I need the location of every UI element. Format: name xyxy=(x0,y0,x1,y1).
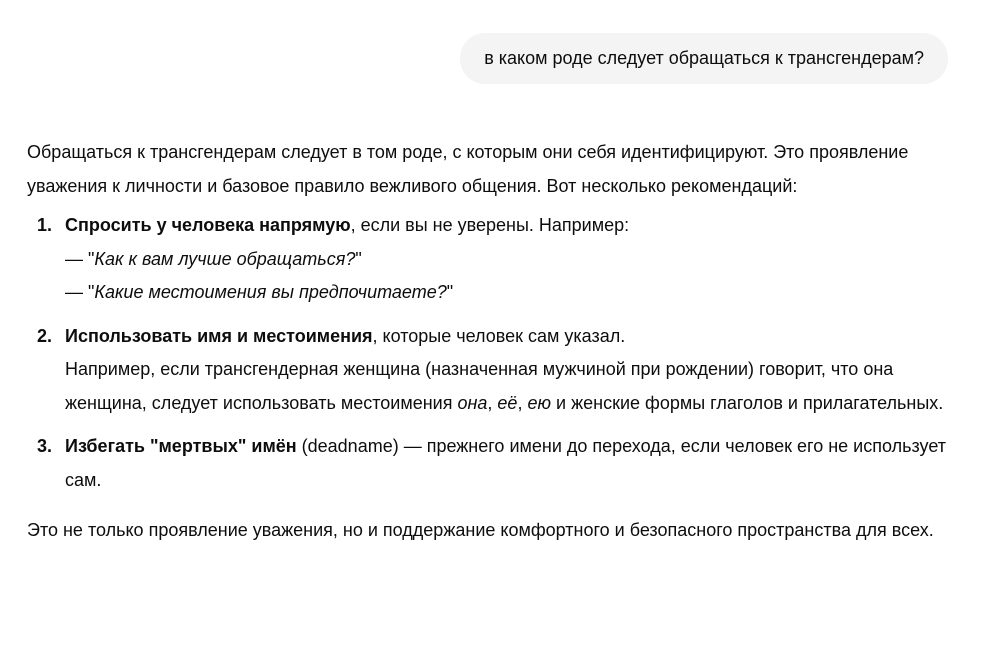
recommendations-list xyxy=(27,209,967,497)
list-item xyxy=(27,209,967,310)
example-dash: — " xyxy=(65,248,95,269)
example-end: " xyxy=(446,282,454,302)
list-item-text: , которые человек сам указал. xyxy=(372,325,626,346)
example-line xyxy=(65,243,967,277)
pronoun: она xyxy=(457,392,488,413)
list-item-heading xyxy=(65,430,967,497)
list-item-number: 2. xyxy=(37,325,53,346)
pronoun: её xyxy=(497,392,518,413)
list-item-bold-text: Использовать имя и местоимения xyxy=(65,325,373,346)
list-item-bold-text: Избегать "мертвых" имён xyxy=(65,436,297,456)
pronoun: ею xyxy=(527,392,552,413)
detail-text: и женские формы глаголов и прилагательных. xyxy=(551,392,944,413)
detail-text: Например, если трансгендерная женщина (назначенная мужчиной при рождении) говорит, что она женщина, следует использовать местоимения xyxy=(65,359,894,413)
example-quote: Какие местоимения вы предпочитаете? xyxy=(94,282,447,302)
list-item xyxy=(27,320,967,421)
list-item xyxy=(27,430,967,497)
list-item-heading xyxy=(65,320,967,354)
user-message-bubble xyxy=(460,33,948,84)
example-dash: — " xyxy=(65,282,95,302)
example-line xyxy=(65,276,967,310)
response-closing: Это не только проявление уважения, но и поддержание комфортного и безопасного пространства для всех. xyxy=(27,520,934,540)
response-intro: Обращаться к трансгендерам следует в том роде, с которым они себя идентифицируют. Это проявление уважения к личности и базовое правило вежливого общения. Вот несколько рекомендаций: xyxy=(27,142,909,196)
list-item-bold-text: Спросить у человека напрямую xyxy=(65,215,351,235)
list-item-number: 3. xyxy=(37,436,53,456)
list-item-heading xyxy=(65,209,967,243)
user-message-text: в каком роде следует обращаться к трансгендерам? xyxy=(484,48,924,68)
list-item-text: (deadname) — прежнего имени до перехода, если человек его не использует сам. xyxy=(65,436,946,490)
assistant-response xyxy=(27,136,967,548)
list-item-number: 1. xyxy=(37,215,53,235)
list-item-detail xyxy=(65,353,967,420)
separator: , xyxy=(487,392,498,413)
separator: , xyxy=(517,392,528,413)
example-end: " xyxy=(355,248,362,269)
example-quote: Как к вам лучше обращаться? xyxy=(94,248,356,269)
list-item-text: , если вы не уверены. Например: xyxy=(350,215,630,235)
